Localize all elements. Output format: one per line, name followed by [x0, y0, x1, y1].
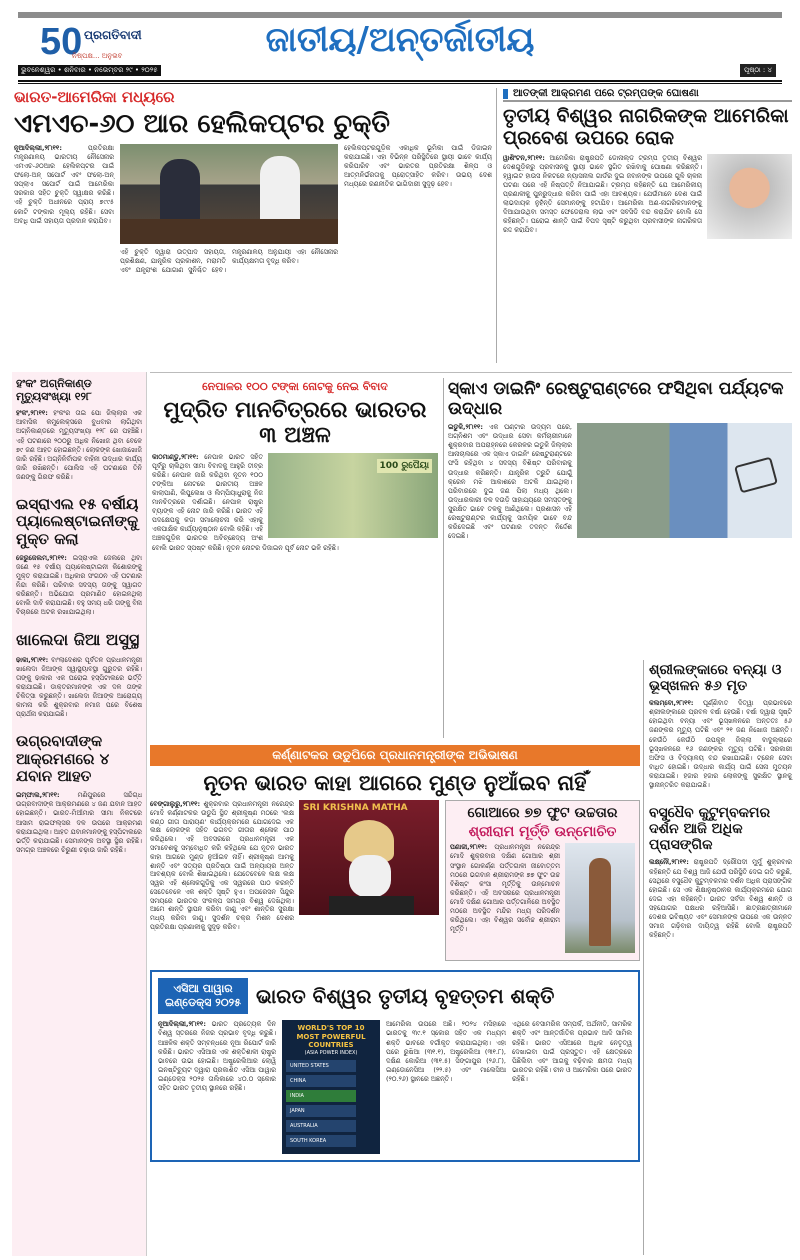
trump-kicker: ଆତଙ୍କୀ ଆକ୍ରମଣ ପରେ ଟ୍ରମ୍ପଙ୍କ ଘୋଷଣା — [513, 88, 699, 99]
podium — [329, 896, 414, 915]
right-column — [649, 662, 792, 1257]
person-right — [260, 156, 300, 219]
lead-text-1: ପ୍ରତିରକ୍ଷା ମନ୍ତ୍ରଣାଳୟ ଭାରତୀୟ ନୌସେନାର ଏମଏଚ-୬୦ଆର ହେଲିକପ୍ଟର ପାଇଁ ଫଲୋ-ଅନ୍ ସପୋର୍ଟ ଏବଂ ଫଲୋ-ଅନ୍ ସପ୍ଲାଏ ସପୋର୍ଟ ପାଇଁ ଆମେରିକା ସରକାର ସହିତ ଚୁକ୍ତି ସ୍ୱାକ୍ଷର କରିଛି। ଏହି ଚୁକ୍ତି ଅଧୀନରେ ପ୍ରାୟ ୭୯୯୫ କୋଟି ଟଙ୍କାର ମୂଲ୍ୟ ରହିଛି। ସେବା ଅବଧି ପାଇଁ ସହାୟତା ପ୍ରଦାନ କରାଯିବ। — [14, 143, 114, 225]
khaleda-text: ବାଂଲାଦେଶର ପୂର୍ବତନ ପ୍ରଧାନମନ୍ତ୍ରୀ ଖାଲେଦା ଜିଆଙ୍କ ସ୍ୱାସ୍ଥ୍ୟାବସ୍ଥା ଗୁରୁତର ରହିଛି। ତାଙ୍କୁ ଢାକାର ଏକ ଘରୋଇ ହସ୍ପିଟାଲରେ ଭର୍ତ୍ତି କରାଯାଇଛି। ଡାକ୍ତରମାନଙ୍କ ଏକ ଦଳ ତାଙ୍କ ଚିକିତ୍ସା କରୁଛନ୍ତି। ଖାଲେଦା ଜିଆଙ୍କ ଆରୋଗ୍ୟ କାମନା କରି ଶୁକ୍ରବାର ନମାଜ ପରେ ବିଶେଷ ପ୍ରାର୍ଥନା କରାଯାଇଛି। — [16, 655, 142, 719]
country-list — [286, 1060, 376, 1147]
militant-body — [16, 791, 142, 855]
srilanka-dateline: କଲମ୍ବୋ,୨୮ା୧୧: — [649, 699, 694, 708]
nepal-kicker: ନେପାଳର ୧୦୦ ଟଙ୍କା ନୋଟକୁ ନେଇ ବିବାଦ — [202, 380, 388, 393]
paper-name: ପ୍ରଗତିବାଦୀ — [84, 28, 142, 42]
left-column — [12, 372, 147, 1256]
graphic-title: WORLD'S TOP 10 MOST POWERFUL COUNTRIES — [296, 1024, 366, 1050]
modi-headline: ନୂତନ ଭାରତ କାହା ଆଗରେ ମୁଣ୍ଡ ନୁଆଁଇବ ନାହିଁ — [203, 771, 587, 795]
hongkong-headline: ହଂକଂ ଅଗ୍ନିକାଣ୍ଡ ମୃତ୍ୟୁସଂଖ୍ୟା ୧୨୮ — [16, 377, 92, 403]
hongkong-dateline: ହଂକଂ,୨୮ା୧୧: — [16, 409, 48, 418]
lead-dateline: ନୂଆଦିଲ୍ଲୀ,୨୮ା୧୧: — [14, 143, 62, 152]
nepal-story — [152, 380, 438, 738]
skydining-body — [448, 423, 792, 541]
photo-backdrop-text: SRI KRISHNA MATHA — [303, 803, 408, 814]
vasudhaiva-text: ରାଷ୍ଟ୍ରପତି ଦ୍ରୌପଦୀ ମୁର୍ମୁ ଶୁକ୍ରବାର କହିଛନ୍ତି ଯେ ବିଶ୍ୱ ଆଜି ଯେଉଁ ପରିସ୍ଥିତି ଦେଇ ଗତି କରୁଛି, ସେଥିରେ ବସୁଧୈବ କୁଟୁମ୍ବକମର ଦର୍ଶନ ଅଧିକ ପ୍ରାସଙ୍ଗିକ ହୋଇଛି। ସେ ଏକ ଶିକ୍ଷାନୁଷ୍ଠାନର କାର୍ଯ୍ୟକ୍ରମରେ ଯୋଗ ଦେଇ ଏହା କହିଛନ୍ତି। ଭାରତ ସର୍ବଦା ବିଶ୍ୱ ଶାନ୍ତି ଓ ସହଯୋଗର ପକ୍ଷଧର ରହିଆସିଛି। ଛାତ୍ରଛାତ୍ରୀମାନେ ଦେଶର ଭବିଷ୍ୟତ ଏବଂ ସେମାନଙ୍କ ଉପରେ ଏକ ଉନ୍ନତ ସମାଜ ଗଢ଼ିବାର ଦାୟିତ୍ୱ ରହିଛି ବୋଲି ରାଷ୍ଟ୍ରପତି କହିଛନ୍ତି। — [649, 858, 792, 940]
column-divider — [443, 378, 444, 738]
modi-photo — [299, 800, 439, 915]
asia-power-graphic — [282, 1020, 380, 1153]
modi-body — [150, 800, 439, 931]
skydining-rescue-photo — [577, 423, 792, 538]
column-divider — [643, 660, 644, 1255]
country-row: SOUTH KOREA — [286, 1135, 356, 1147]
modi-banner: କର୍ଣ୍ଣାଟକର ଉଡୁପିରେ ପ୍ରଧାନମନ୍ତ୍ରୀଙ୍କ ଅଭିଭାଷଣ — [150, 745, 640, 766]
israel-body — [16, 554, 142, 618]
lead-kicker: ଭାରତ-ଆମେରିକା ମଧ୍ୟରେ — [14, 88, 175, 106]
lead-body-col3: ହେଲିକପ୍ଟରଗୁଡ଼ିକ ଏକାଧିକ ଭୂମିକା ପାଇଁ ଡିଜାଇନ କରାଯାଇଛି। ଏହା ବିଭିନ୍ନ ପରିସ୍ଥିତିରେ ସ୍ଥାୟୀ ଭାବେ କାର୍ଯ୍ୟ କରିପାରିବ ଏବଂ ଭାରତର ପ୍ରତିରକ୍ଷା ଶିଳ୍ପ ଓ ଆତ୍ମନିର୍ଭରତାକୁ ପ୍ରୋତ୍ସାହିତ କରିବ। ଉଭୟ ଦେଶ ମଧ୍ୟରେ ରଣନୀତିକ ଭାଗିଦାରୀ ସୁଦୃଢ଼ ହେବ। — [344, 143, 492, 189]
country-row: INDIA — [286, 1090, 356, 1102]
nepal-headline: ମୁଦ୍ରିତ ମାନଚିତ୍ରରେ ଭାରତର ୩ ଅଞ୍ଚଳ — [163, 398, 427, 449]
militant-dateline: ଇମ୍ଫାଲ,୨୮ା୧୧: — [16, 791, 60, 800]
goa-box — [445, 800, 640, 961]
lead-headline: ଏମଏଚ-୬୦ ଆର ହେଲିକପ୍ଟର ଚୁକ୍ତି — [14, 109, 390, 139]
section-rule — [150, 372, 792, 373]
top-rule — [18, 12, 782, 18]
sky-table — [734, 457, 778, 494]
trump-text: ଆମେରିକା ରାଷ୍ଟ୍ରପତି ଡୋନାଲ୍ଡ ଟ୍ରମ୍ପ ତୃତୀୟ ବିଶ୍ୱର ଦେଶଗୁଡ଼ିକରୁ ପ୍ରବାସନକୁ ସ୍ଥାୟୀ ଭାବେ ସ୍ଥଗିତ ରଖିବାକୁ ଘୋଷଣା କରିଛନ୍ତି। ହ୍ୱାଇଟ ହାଉସ ନିକଟରେ ନ୍ୟାସନାଲ ଗାର୍ଡର ଦୁଇ ଜବାନଙ୍କ ଉପରେ ଗୁଳି ଚାଳନା ଘଟଣା ପରେ ଏହି ନିଷ୍ପତ୍ତି ନିଆଯାଇଛି। ଟ୍ରମ୍ପ କହିଛନ୍ତି ଯେ ଆମେରିକୀୟ ପ୍ରଣାଳୀକୁ ପୁନରୁଦ୍ଧାର କରିବା ପାଇଁ ଏହା ଆବଶ୍ୟକ। ଯେଉଁମାନେ ଦେଶ ପାଇଁ ଲାଭଦାୟକ ନୁହଁନ୍ତି ସେମାନଙ୍କୁ ହଟାଯିବ। ଆମେରିକା ଅଣ-ନାଗରିକମାନଙ୍କୁ ଦିଆଯାଉଥିବା ସମସ୍ତ ଫେଡେରାଲ ଲାଭ ଏବଂ ସବସିଡି ବନ୍ଦ କରାଯିବ ବୋଲି ସେ କହିଛନ୍ତି। ଘରୋଇ ଶାନ୍ତି ପାଇଁ ବିପଦ ସୃଷ୍ଟି କରୁଥିବା ପ୍ରବାସୀଙ୍କ ନାଗରିକତା ରଦ୍ଦ କରାଯିବ। — [503, 153, 702, 235]
newspaper-logo — [40, 22, 160, 66]
lead-middle — [120, 144, 338, 275]
skydining-headline: ସ୍କାଏ ଡାଇନିଂ ରେଷ୍ଟୁରାଣ୍ଟରେ ଫସିଥିବା ପର୍ଯ୍ୟଟକ ଉଦ୍ଧାର — [448, 379, 784, 419]
vasudhaiva-dateline: ଲକ୍ଷ୍ନୌ,୨୮ା୧୧: — [649, 858, 689, 867]
skydining-story — [448, 380, 792, 655]
asia-body-3: ଏଥିରେ ବେସାମରିକ ସମ୍ପର୍କ, ଅର୍ଥନୀତି, ସାମରିକ ଶକ୍ତି ଏବଂ ଆନ୍ତର୍ଜାତିକ ପ୍ରଭାବ ଆଦି ସାମିଲ ରହିଛି। ଭାରତ ଏସିଆରେ ଅଧିକ ନେତୃତ୍ୱ ଦେଖାଇବା ପାଇଁ ପ୍ରସ୍ତୁତ। ଏହି କ୍ଷେତ୍ରରେ ପିଛିଲିବା ଏବଂ ଆଗକୁ ବଢ଼ିବାର କ୍ଷମତା ମଧ୍ୟ ଭାରତର ରହିଛି। ଚୀନ ଓ ଆମେରିକା ପରେ ଭାରତ ରହିଛି। — [512, 1020, 632, 1083]
lead-story — [14, 88, 492, 363]
country-row: JAPAN — [286, 1105, 356, 1117]
asia-body-2: ଆମେରିକା ଉପରେ ଅଛି। ୨୦୨୪ ମସିହାରେ ଭାରତକୁ ୩୯.୧ ସ୍କୋର ସହିତ ଏକ ମଧ୍ୟମ ଶକ୍ତି ଭାବରେ ବର୍ଗୀକୃତ କରାଯାଇଥିଲା। ଏହା ପରେ ରୁଷିଆ (୩୧.୧), ଅଷ୍ଟ୍ରେଲିଆ (୩୧.୮), ଦକ୍ଷିଣ କୋରିଆ (୩୧.୫) ସିଙ୍ଗାପୁର (୨୬.୮), ଇଣ୍ଡୋନେସିଆ (୨୨.୫) ଏବଂ ମାଲେସିଆ (୨୦.୨୬) ସ୍ଥାନରେ ଅଛନ୍ତି। — [386, 1020, 506, 1083]
asia-headline: ଭାରତ ବିଶ୍ୱର ତୃତୀୟ ବୃହତ୍ତମ ଶକ୍ତି — [256, 983, 555, 1008]
modi-text: ଶୁକ୍ରବାର ପ୍ରଧାନମନ୍ତ୍ରୀ ନରେନ୍ଦ୍ର ମୋଦି କର୍ଣ୍ଣାଟକର ଉଡୁପି ସ୍ଥିତ ଶ୍ରୀକୃଷ୍ଣ ମଠରେ 'ଲକ୍ଷ କଣ୍ଠ ଗୀତା ପାରାୟଣ' କାର୍ଯ୍ୟକ୍ରମରେ ଯୋଗଦେଇ ଏକ ଲକ୍ଷ ଲୋକଙ୍କ ସହିତ ଭଗବତ ଗୀତାର ଶ୍ଳୋକ ପାଠ କରିଥିଲେ। ଏହି ଅବସରରେ ପ୍ରଧାନମନ୍ତ୍ରୀ ଏକ ସମାବେଶକୁ ସମ୍ବୋଧିତ କରି କହିଥିଲେ ଯେ ନୂତନ ଭାରତ କାହା ଆଗରେ ମୁଣ୍ଡ ନୁଆଁଇବ ନାହିଁ। ଶ୍ରୀକୃଷ୍ଣ ଆମକୁ ଶାନ୍ତି ଏବଂ ସତ୍ୟର ପ୍ରତିଷ୍ଠା ପାଇଁ ଅନ୍ୟାୟର ଅନ୍ତ ଆବଶ୍ୟକ ବୋଲି ଶିଖାଇଥିଲେ। ଯେତେବେଳେ ଲକ୍ଷ ଲକ୍ଷ ସ୍ୱର ଏହି ଶ୍ଳୋକଗୁଡ଼ିକୁ ଏକ ସ୍ୱରରେ ପାଠ କରନ୍ତି ସେତେବେଳେ ଏକ ଶକ୍ତି ସୃଷ୍ଟି ହୁଏ। ଅପରେସନ ସିନ୍ଦୁର ସମୟରେ ଭାରତର ସଂକଳ୍ପ ସମଗ୍ର ବିଶ୍ୱ ଦେଖିଥିଲା। ଆମେ ଶାନ୍ତି ସ୍ଥାପନ କରିବା ଜାଣୁ ଏବଂ ଶାନ୍ତିର ସୁରକ୍ଷା ମଧ୍ୟ କରିବା ଜାଣୁ। ସୁଦର୍ଶନ ଚକ୍ର ମିଶନ ଦେଶର ପ୍ରତିରକ୍ଷା ପ୍ରଣାଳୀକୁ ସୁଦୃଢ଼ କରିବ। — [150, 800, 294, 931]
srilanka-headline: ଶ୍ରୀଲଙ୍କାରେ ବନ୍ୟା ଓ ଭୂସ୍ଖଳନ ୫୬ ମୃତ — [649, 662, 782, 695]
page-number: ପୃଷ୍ଠା : ୪ — [740, 64, 776, 77]
rama-statue-photo — [565, 843, 635, 953]
goa-dateline: ପଣାଜୀ,୨୮ା୧୧: — [450, 843, 488, 852]
israel-headline: ଇସ୍ରାଏଲ ୧୫ ବର୍ଷୀୟ ପ୍ୟାଲେଷ୍ଟାଇନୀଙ୍କୁ ମୁକ୍ତ କଲା — [16, 495, 139, 548]
militant-headline: ଉଗ୍ରବାଦୀଙ୍କ ଆକ୍ରମଣରେ ୪ ଯବାନ ଆହତ — [16, 732, 110, 785]
khaleda-headline: ଖାଲେଦା ଜିଆ ଅସୁସ୍ଥ — [16, 630, 140, 650]
logo-50: 50 — [40, 21, 83, 63]
vasudhaiva-body — [649, 858, 792, 940]
asia-body-1 — [158, 1020, 276, 1093]
country-row: CHINA — [286, 1075, 356, 1087]
section-title: ଜାତୀୟ/ଅନ୍ତର୍ଜାତୀୟ — [265, 20, 535, 60]
goa-body — [450, 843, 635, 956]
asia-body-row — [158, 1020, 632, 1153]
statue — [589, 858, 611, 946]
skydining-dateline: ଇଡୁକି,୨୮ା୧୧: — [448, 423, 483, 432]
graphic-subtitle: (ASIA POWER INDEX) — [304, 1049, 358, 1056]
hongkong-body — [16, 409, 142, 482]
face-beard — [349, 855, 391, 897]
nepal-dateline: କାଠମାଣ୍ଡୁ,୨୮ା୧୧: — [152, 452, 199, 461]
lead-body-col2: ଏହି ଚୁକ୍ତି ଦ୍ୱାରା ଉତ୍ପାଦ ସହାୟତା, ପ୍ରଶିକ୍ଷଣ, ଯାନ୍ତ୍ରିକ ପ୍ରକାଶନ, ମରାମତି ଏବଂ ଯନ୍ତ୍ରାଂଶ ଯୋଗାଣ ସୁନିଶ୍ଚିତ ହେବ। ମନ୍ତ୍ରଣାଳୟ ଅନୁଯାୟୀ ଏହା ନୌସେନାର କାର୍ଯ୍ୟକ୍ଷମତା ବୃଦ୍ଧି କରିବ। — [120, 247, 338, 275]
khaleda-body — [16, 656, 142, 720]
kicker-marker-icon — [503, 89, 508, 99]
nepal-body — [152, 453, 438, 553]
khaleda-dateline: ଢାକା,୨୮ା୧୧: — [16, 655, 49, 664]
trump-dateline: ୱାଶିଂଟନ,୨୮ା୧୧: — [503, 153, 545, 162]
skydining-text: ଏକ ଘଣ୍ଟାର ଉଦ୍ୟମ ପରେ, ଅଗ୍ନିଶମ ଏବଂ ଉଦ୍ଧାର ସେବା କର୍ମଚାରୀମାନେ ଶୁକ୍ରବାର ଅପରାହ୍ନରେ କେରଳର ଇଡୁକି ଜିଲ୍ଲାର ଆନାଚାଲରେ ଏକ ସ୍କାଏ ଡାଇନିଂ ରେଷ୍ଟୁରାଣ୍ଟରେ ଫସି ରହିଥିବା ୪ ସଦସ୍ୟ ବିଶିଷ୍ଟ ପରିବାରକୁ ଉଦ୍ଧାର କରିଛନ୍ତି। ଯାନ୍ତ୍ରିକ ତ୍ରୁଟି ଯୋଗୁଁ କ୍ରେନ ମଝି ଆକାଶରେ ଅଟକି ଯାଇଥିଲା। ପରିବାରରେ ଦୁଇ ଜଣ ପିଲା ମଧ୍ୟ ଥିଲେ। ଉଦ୍ଧାରକାରୀ ଦଳ ଦଉଡ଼ି ସାହାଯ୍ୟରେ ସମସ୍ତଙ୍କୁ ସୁରକ୍ଷିତ ଭାବେ ତଳକୁ ଆଣିଥିଲେ। ପ୍ରଶାସନ ଏହି ରେଷ୍ଟୁରାଣ୍ଟର କାର୍ଯ୍ୟକୁ ସାମୟିକ ଭାବେ ବନ୍ଦ କରିଦେଇଛି ଏବଂ ଘଟଣାର ତଦନ୍ତ ନିର୍ଦ୍ଦେଶ ଦେଇଛି। — [448, 423, 572, 541]
trump-body — [503, 154, 792, 242]
asia-badge: ଏସିଆ ପାୱାର ଇଣ୍ଡେକ୍ସ ୨୦୨୫ — [158, 978, 248, 1014]
militant-text: ମଣିପୁରରେ ସନ୍ଦିଗ୍ଧ ଉଗ୍ରବାଦୀଙ୍କ ଆକ୍ରମଣରେ ୪ ଜଣ ଯବାନ ଆହତ ହୋଇଛନ୍ତି। ଭାରତ-ମିଆଁମାର ସୀମା ନିକଟରେ ଆସାମ ରାଇଫଲ୍ସର ଦଳ ଉପରେ ଆକ୍ରମଣ କରାଯାଇଥିଲା। ଆହତ ଯବାନମାନଙ୍କୁ ହସ୍ପିଟାଲରେ ଭର୍ତ୍ତି କରାଯାଇଛି। ସେମାନଙ୍କ ଅବସ୍ଥା ସ୍ଥିର ରହିଛି। ସମଗ୍ର ଅଞ୍ଚଳରେ ଚିରୁଣୀ ଚଢ଼ାଉ ଜାରି ରହିଛି। — [16, 791, 142, 854]
middle-bottom — [150, 745, 640, 1257]
country-row: UNITED STATES — [286, 1060, 356, 1072]
trump-headline: ତୃତୀୟ ବିଶ୍ୱର ନାଗରିକଙ୍କ ଆମେରିକା ପ୍ରବେଶ ଉପରେ ରୋକ — [503, 105, 789, 149]
modi-goa-row — [150, 800, 640, 961]
lead-photo-signing — [120, 144, 338, 244]
hongkong-text: ହଂକଂର ତାଇ ପୋ ଜିଲ୍ଲାର ଏକ ଆବାସିକ କମ୍ପ୍ଲେକ୍ସରେ ବୁଧବାର ଲାଗିଥିବା ଅଗ୍ନିକାଣ୍ଡରେ ମୃତ୍ୟୁସଂଖ୍ୟା ୧୨୮ ରେ ପହଞ୍ଚିଛି। ଏହି ଘଟଣାରେ ୨୦୦ରୁ ଅଧିକ ନିଖୋଜ ଥିବା ବେଳେ ୭୯ ଜଣ ଆହତ ହୋଇଛନ୍ତି। ଲୋକଙ୍କ ଖୋଜାଖୋଜି ଜାରି ରହିଛି। ଅଗ୍ନିନିର୍ବାପକ ବାହିନୀ ଉଦ୍ଧାର କାର୍ଯ୍ୟ ଜାରି ରଖିଛନ୍ତି। ପୋଲିସ ଏହି ଘଟଣାରେ ତିନି ଜଣଙ୍କୁ ଗିରଫ କରିଛି। — [16, 409, 142, 481]
banknote-denomination: 100 ରୁପୈୟା — [377, 459, 432, 474]
asia-header-row — [158, 978, 632, 1014]
lead-body-row — [14, 144, 492, 275]
nepal-banknote-image — [268, 453, 438, 538]
vasudhaiva-headline: ବସୁଧୈବ କୁଟୁମ୍ବକମର ଦର୍ଶନ ଆଜି ଅଧିକ ପ୍ରାସଙ୍ଗିକ — [649, 805, 771, 854]
person-left — [160, 159, 200, 219]
goa-text: ପ୍ରଧାନମନ୍ତ୍ରୀ ନରେନ୍ଦ୍ର ମୋଦି ଶୁକ୍ରବାର ଦକ୍ଷିଣ ଗୋଆର ଶ୍ରୀ ସଂସ୍ଥାନ ଗୋକର୍ଣ୍ଣ ପର୍ତ୍ତଗାଳୀ ଜୀବୋତ୍ତମ ମଠରେ ଭଗବାନ ଶ୍ରୀରାମଙ୍କ ୭୭ ଫୁଟ ଉଚ୍ଚ ବିଶିଷ୍ଟ କଂସା ମୂର୍ତ୍ତିକୁ ଉନ୍ମୋଚନ କରିଛନ୍ତି। ଏହି ଅବସରରେ ପ୍ରଧାନମନ୍ତ୍ରୀ ମୋଦି ଦକ୍ଷିଣ ଗୋଆର ପର୍ତ୍ତଗାଳିରେ ଅବସ୍ଥିତ ମଠରେ ଅବସ୍ଥିତ ମନ୍ଦିର ମଧ୍ୟ ପରିଦର୍ଶନ କରିଥିଲେ। ଏହା ବିଶ୍ୱର ସର୍ବୋଚ୍ଚ ଶ୍ରୀରାମ ମୂର୍ତ୍ତି। — [450, 843, 560, 934]
country-row: AUSTRALIA — [286, 1120, 356, 1132]
nepal-text: ନେପାଳ ଭାରତ ସହିତ ପୂର୍ବରୁ ଚାଲିଥିବା ସୀମା ବିବାଦକୁ ଆହୁରି ତୀବ୍ର କରିଛି। ନେପାଳ ଜାରି କରିଥିବା ନୂତନ ୧୦୦ ଟଙ୍କିଆ ନୋଟରେ ଭାରତୀୟ ଅଞ୍ଚଳ କାଲାପାଣି, ଲିପୁଲେଖ ଓ ଲିମ୍ପିୟାଧୁରାକୁ ନିଜ ମାନଚିତ୍ରରେ ଦର୍ଶାଇଛି। ନେପାଳ ରାଷ୍ଟ୍ର ବ୍ୟାଙ୍କ ଏହି ନୋଟ ଜାରି କରିଛି। ଭାରତ ଏହି ପଦକ୍ଷେପକୁ କଡ଼ା ସମାଲୋଚନା କରି ଏହାକୁ ଏକପାକ୍ଷିକ କାର୍ଯ୍ୟାନୁଷ୍ଠାନ ବୋଲି କହିଛି। ଏହି ଅଞ୍ଚଳଗୁଡ଼ିକ ଭାରତର ଅବିଚ୍ଛେଦ୍ୟ ଅଂଶ ବୋଲି ଭାରତ ସ୍ପଷ୍ଟ କରିଛି। ନୂତନ ନୋଟର ଡିଜାଇନ ପୂର୍ବ ନୋଟ ଭଳି ରହିଛି। — [152, 452, 339, 552]
table — [120, 219, 338, 244]
srilanka-body — [649, 699, 792, 790]
goa-subhead: ଶ୍ରୀରାମ ମୂର୍ତ୍ତି ଉନ୍ମୋଚିତ — [468, 824, 617, 841]
asia-text-1: ଭାରତ ପ୍ରତ୍ୟେକ ଦିନ ବିଶ୍ୱ ସ୍ତରରେ ନିଜର ପ୍ରଭାବ ବୃଦ୍ଧି କରୁଛି। ଆଞ୍ଚଳିକ ଶକ୍ତି ସମ୍ବନ୍ଧରେ ନୂଆ ରିପୋର୍ଟ ଜାରି କରିଛି। ଭାରତ ଏସିଆର ଏକ ଶକ୍ତିଶାଳୀ ରାଷ୍ଟ୍ର ଭାବରେ ଉଭା ହୋଇଛି। ଅଷ୍ଟ୍ରେଲିଆର ଲୋୱି ଇନଷ୍ଟିଚ୍ୟୁଟ ଦ୍ୱାରା ପ୍ରକାଶିତ ଏସିଆ ପାୱାର ଇଣ୍ଡେକ୍ସ ୨୦୨୫ ତାଲିକାରେ ୪୦.୦ ସ୍କୋର ସହିତ ଭାରତ ତୃତୀୟ ସ୍ଥାନରେ ରହିଛି। — [158, 1020, 276, 1092]
asia-dateline: ନୂଆଦିଲ୍ଲୀ,୨୮ା୧୧: — [158, 1020, 206, 1029]
israel-dateline: ଜେରୁଜେଲମ,୨୮ା୧୧: — [16, 553, 67, 562]
date-line: ଭୁବନେଶ୍ୱର • ଶନିବାର • ନଭେମ୍ବର ୨୯ • ୨୦୨୫ — [18, 65, 161, 76]
srilanka-text: ଘୂର୍ଣ୍ଣିବାତ ଦିତ୍ୱା ପ୍ରଭାବରେ ଶ୍ରୀଲଙ୍କାରେ ପ୍ରବଳ ବର୍ଷା ହେଉଛି। ବର୍ଷା ଦ୍ୱାରା ସୃଷ୍ଟି ହୋଇଥିବା ବନ୍ୟା ଏବଂ ଭୂସ୍ଖଳନରେ ଅନ୍ତତଃ ୫୬ ଜଣଙ୍କର ମୃତ୍ୟୁ ଘଟିଛି ଏବଂ ୨୧ ଜଣ ନିଖୋଜ ଅଛନ୍ତି। କେଉଁଠି କେଉଁଠି ଉପକୂଳ ଜିଲ୍ଲା ବାଦୁଲ୍ଲାରେ ଭୂସ୍ଖଳନରେ ୧୬ ଜଣଙ୍କର ମୃତ୍ୟୁ ଘଟିଛି। ସରକାରୀ ଅଫିସ ଓ ବିଦ୍ୟାଳୟ ବନ୍ଦ ରଖାଯାଇଛି। ଟ୍ରେନ ସେବା ବାଧିତ ହୋଇଛି। ଉଦ୍ଧାର କାର୍ଯ୍ୟ ପାଇଁ ସେନା ମୁତୟନ କରାଯାଇଛି। ହଜାର ହଜାର ଲୋକଙ୍କୁ ସୁରକ୍ଷିତ ସ୍ଥାନକୁ ସ୍ଥାନାନ୍ତରିତ କରାଯାଇଛି। — [649, 699, 792, 790]
modi-dateline: ବେଙ୍ଗାଲୁରୁ,୨୮ା୧୧: — [150, 800, 201, 809]
paper-tagline: ନିଷ୍ପକ୍ଷ... ଅନୁଭବ — [72, 52, 123, 60]
israel-text: ଇସ୍ରାଏଲ ଜେଲରେ ଥିବା ଜଣେ ୧୫ ବର୍ଷୀୟ ପ୍ୟାଲେଷ୍ଟାଇନୀ କିଶୋରଙ୍କୁ ମୁକ୍ତ କରାଯାଇଛି। ଅଧିକାର ସଂଗଠନ ଏହି ଘଟଣାର ନିନ୍ଦା କରିଛି। ପରିବାର ସଦସ୍ୟ ତାଙ୍କୁ ସ୍ୱାଗତ କରିଛନ୍ତି। ଅଭିଯୋଗ ପ୍ରମାଣିତ ହୋଇନଥିଲା ବୋଲି ଦାବି କରାଯାଇଛି। ବହୁ ସମୟ ଧରି ତାଙ୍କୁ ବିନା ବିଚାରରେ ଅଟକ ରଖାଯାଇଥିଲା। — [16, 553, 142, 617]
goa-headline: ଗୋଆରେ ୭୭ ଫୁଟ ଉଚ୍ଚତାର — [467, 805, 618, 822]
asia-power-box — [150, 970, 640, 1161]
trump-story — [503, 88, 792, 363]
trump-photo — [707, 154, 792, 239]
trump-kicker-row — [503, 88, 792, 102]
masthead-rule — [18, 80, 782, 84]
column-divider — [496, 88, 497, 363]
lead-body-col1 — [14, 144, 114, 226]
